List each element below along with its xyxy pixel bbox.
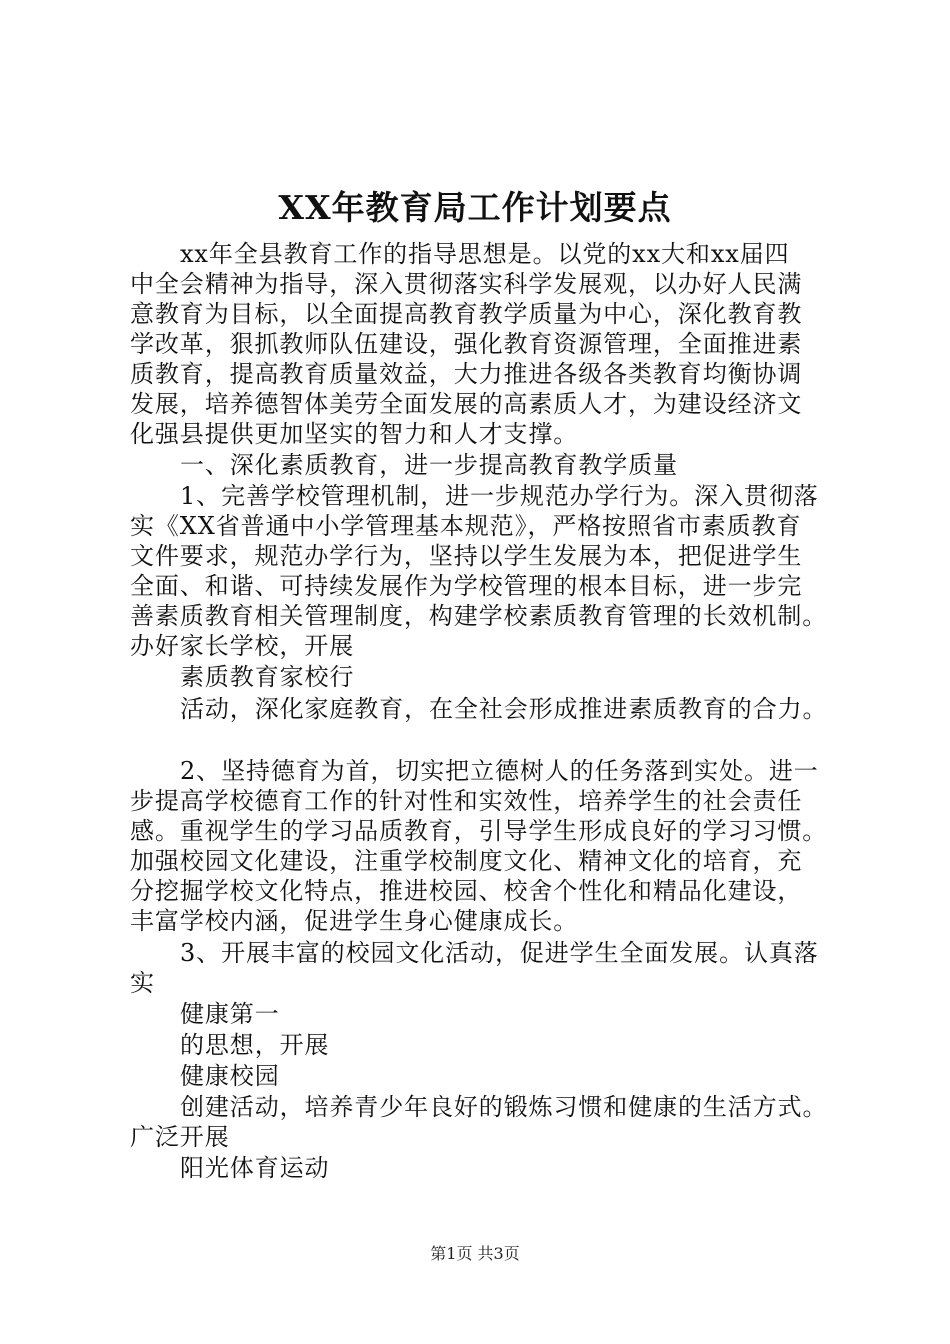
- paragraph-line: 善素质教育相关管理制度，构建学校素质教育管理的长效机制。: [130, 602, 828, 630]
- paragraph-line: 广泛开展: [130, 1123, 230, 1151]
- document-title: XX年教育局工作计划要点: [278, 188, 672, 227]
- paragraph-line: 1、完善学校管理机制，进一步规范办学行为。深入贯彻落: [180, 482, 819, 510]
- paragraph-line: 2、坚持德育为首，切实把立德树人的任务落到实处。进一: [180, 757, 819, 785]
- page-footer: 第1页 共3页: [430, 1244, 520, 1263]
- paragraph-line: 的思想，开展: [180, 1031, 330, 1059]
- paragraph-line: 实《XX省普通中小学管理基本规范》，严格按照省市素质教育: [130, 512, 802, 540]
- section-heading: 一、深化素质教育，进一步提高教育教学质量: [180, 451, 678, 479]
- paragraph-line: 发展，培养德智体美劳全面发展的高素质人才，为建设经济文: [130, 390, 803, 418]
- paragraph-line: 分挖掘学校文化特点，推进校园、校舍个性化和精品化建设，: [130, 877, 803, 905]
- paragraph-line: 意教育为目标，以全面提高教育教学质量为中心，深化教育教: [130, 300, 803, 328]
- paragraph-line: 中全会精神为指导，深入贯彻落实科学发展观，以办好人民满: [130, 270, 803, 298]
- paragraph-line: 活动，深化家庭教育，在全社会形成推进素质教育的合力。: [180, 695, 828, 723]
- paragraph-line: 阳光体育运动: [180, 1154, 330, 1182]
- paragraph-line: 质教育，提高教育质量效益，大力推进各级各类教育均衡协调: [130, 360, 803, 388]
- paragraph-line: 办好家长学校，开展: [130, 632, 355, 660]
- paragraph-line: 感。重视学生的学习品质教育，引导学生形成良好的学习习惯。: [130, 817, 828, 845]
- paragraph-line: 学改革，狠抓教师队伍建设，强化教育资源管理，全面推进素: [130, 330, 803, 358]
- paragraph-line: 健康校园: [180, 1062, 280, 1090]
- paragraph-line: 加强校园文化建设，注重学校制度文化、精神文化的培育，充: [130, 847, 803, 875]
- paragraph-line: 创建活动，培养青少年良好的锻炼习惯和健康的生活方式。: [180, 1093, 828, 1121]
- paragraph-line: 丰富学校内涵，促进学生身心健康成长。: [130, 907, 579, 935]
- paragraph-line: 文件要求，规范办学行为，坚持以学生发展为本，把促进学生: [130, 542, 803, 570]
- paragraph-line: 实: [130, 969, 155, 997]
- paragraph-line: 化强县提供更加坚实的智力和人才支撑。: [130, 420, 579, 448]
- paragraph-line: 全面、和谐、可持续发展作为学校管理的根本目标，进一步完: [130, 572, 803, 600]
- paragraph-line: 3、开展丰富的校园文化活动，促进学生全面发展。认真落: [180, 939, 819, 967]
- paragraph-line: 素质教育家校行: [180, 663, 355, 691]
- paragraph-line: 步提高学校德育工作的针对性和实效性，培养学生的社会责任: [130, 787, 803, 815]
- paragraph-line: 健康第一: [180, 1000, 280, 1028]
- paragraph-line: xx年全县教育工作的指导思想是。以党的xx大和xx届四: [180, 240, 790, 268]
